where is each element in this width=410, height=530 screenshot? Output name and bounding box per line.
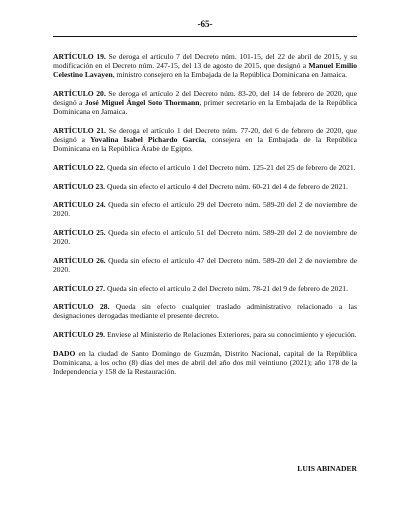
designee-name: Yovalina Isabel Pichardo García: [90, 135, 205, 145]
article-label: ARTÍCULO 26.: [53, 255, 106, 265]
article-label: ARTÍCULO 25.: [53, 227, 106, 237]
closing-paragraph: [53, 349, 357, 377]
article-text: Se deroga el artículo 2 del Decreto núm. 83-20, del 14 de febrero de 2020, que designó a: [53, 89, 357, 108]
article-label: ARTÍCULO 29.: [53, 329, 106, 339]
article-paragraph: [53, 302, 357, 320]
article-label: ARTÍCULO 19.: [53, 52, 106, 61]
article-label: ARTÍCULO 21.: [53, 126, 106, 135]
article-text: Queda sin efecto cualquier traslado administrativo relacionado a las designaciones derogadas mediante el presente decreto.: [53, 302, 357, 321]
article-text: Se deroga el artículo 1 del Decreto núm. 77-20, del 6 de febrero de 2020, que designó a: [53, 126, 357, 145]
document-body: [53, 52, 357, 386]
designee-name: Manuel Emilio Celestino Lavayen: [53, 61, 357, 80]
article-label: ARTÍCULO 24.: [53, 200, 106, 210]
article-text: Se deroga el artículo 7 del Decreto núm. 101-15, del 22 de abril de 2015, y su modificación en el Decreto núm. 247-15, del 13 de agosto de 2015, que designó a: [53, 52, 357, 71]
closing-label: DADO: [53, 348, 76, 358]
article-paragraph: [53, 256, 357, 274]
article-paragraph: [53, 52, 357, 80]
header-rule: [53, 36, 357, 37]
article-text: , primer secretario en la Embajada de la República Dominicana en Jamaica.: [53, 98, 357, 117]
article-text: Envíese al Ministerio de Relaciones Exteriores, para su conocimiento y ejecución.: [105, 329, 357, 339]
article-text: Queda sin efecto el artículo 29 del Decreto núm. 589-20 del 2 de noviembre de 2020.: [53, 200, 357, 219]
article-list: [53, 52, 357, 339]
article-label: ARTÍCULO 27.: [53, 283, 106, 293]
article-paragraph: [53, 228, 357, 246]
article-paragraph: [53, 284, 357, 293]
article-label: ARTÍCULO 23.: [53, 181, 106, 191]
article-paragraph: [53, 182, 357, 191]
designee-name: José Miguel Ángel Soto Thormann: [84, 98, 200, 108]
article-text: Queda sin efecto el artículo 47 del Decreto núm. 589-20 del 2 de noviembre de 2020.: [53, 255, 357, 274]
signature: LUIS ABINADER: [297, 464, 357, 473]
closing-text: en la ciudad de Santo Domingo de Guzmán, Distrito Nacional, capital de la República Dominicana, a los ocho (8) días del mes de abril del año dos mil veintiuno (2021); año 178 de la Independencia y 158 de la Restauración.: [53, 348, 357, 376]
page-number: -65-: [197, 19, 213, 29]
article-paragraph: [53, 89, 357, 117]
article-text: Queda sin efecto el artículo 1 del Decreto núm. 125-21 del 25 de febrero de 2021.: [105, 163, 356, 172]
article-text: , ministro consejero en la Embajada de la República Dominicana en Jamaica.: [112, 70, 347, 80]
article-paragraph: [53, 200, 357, 218]
article-text: Queda sin efecto el artículo 51 del Decreto núm. 589-20 del 2 de noviembre de 2020.: [53, 227, 357, 247]
article-text: Queda sin efecto el artículo 2 del Decreto núm. 78-21 del 9 de febrero de 2021.: [105, 283, 348, 293]
article-paragraph: [53, 126, 357, 154]
article-paragraph: [53, 330, 357, 339]
article-text: Queda sin efecto el artículo 4 del Decreto núm. 60-21 del 4 de febrero de 2021.: [105, 181, 348, 191]
article-text: , consejera en la Embajada de la República Dominicana en la República Árabe de Egipto.: [53, 135, 358, 154]
article-label: ARTÍCULO 22.: [53, 163, 106, 172]
article-label: ARTÍCULO 20.: [53, 89, 106, 98]
article-label: ARTÍCULO 28.: [53, 302, 110, 312]
article-paragraph: [53, 163, 357, 172]
